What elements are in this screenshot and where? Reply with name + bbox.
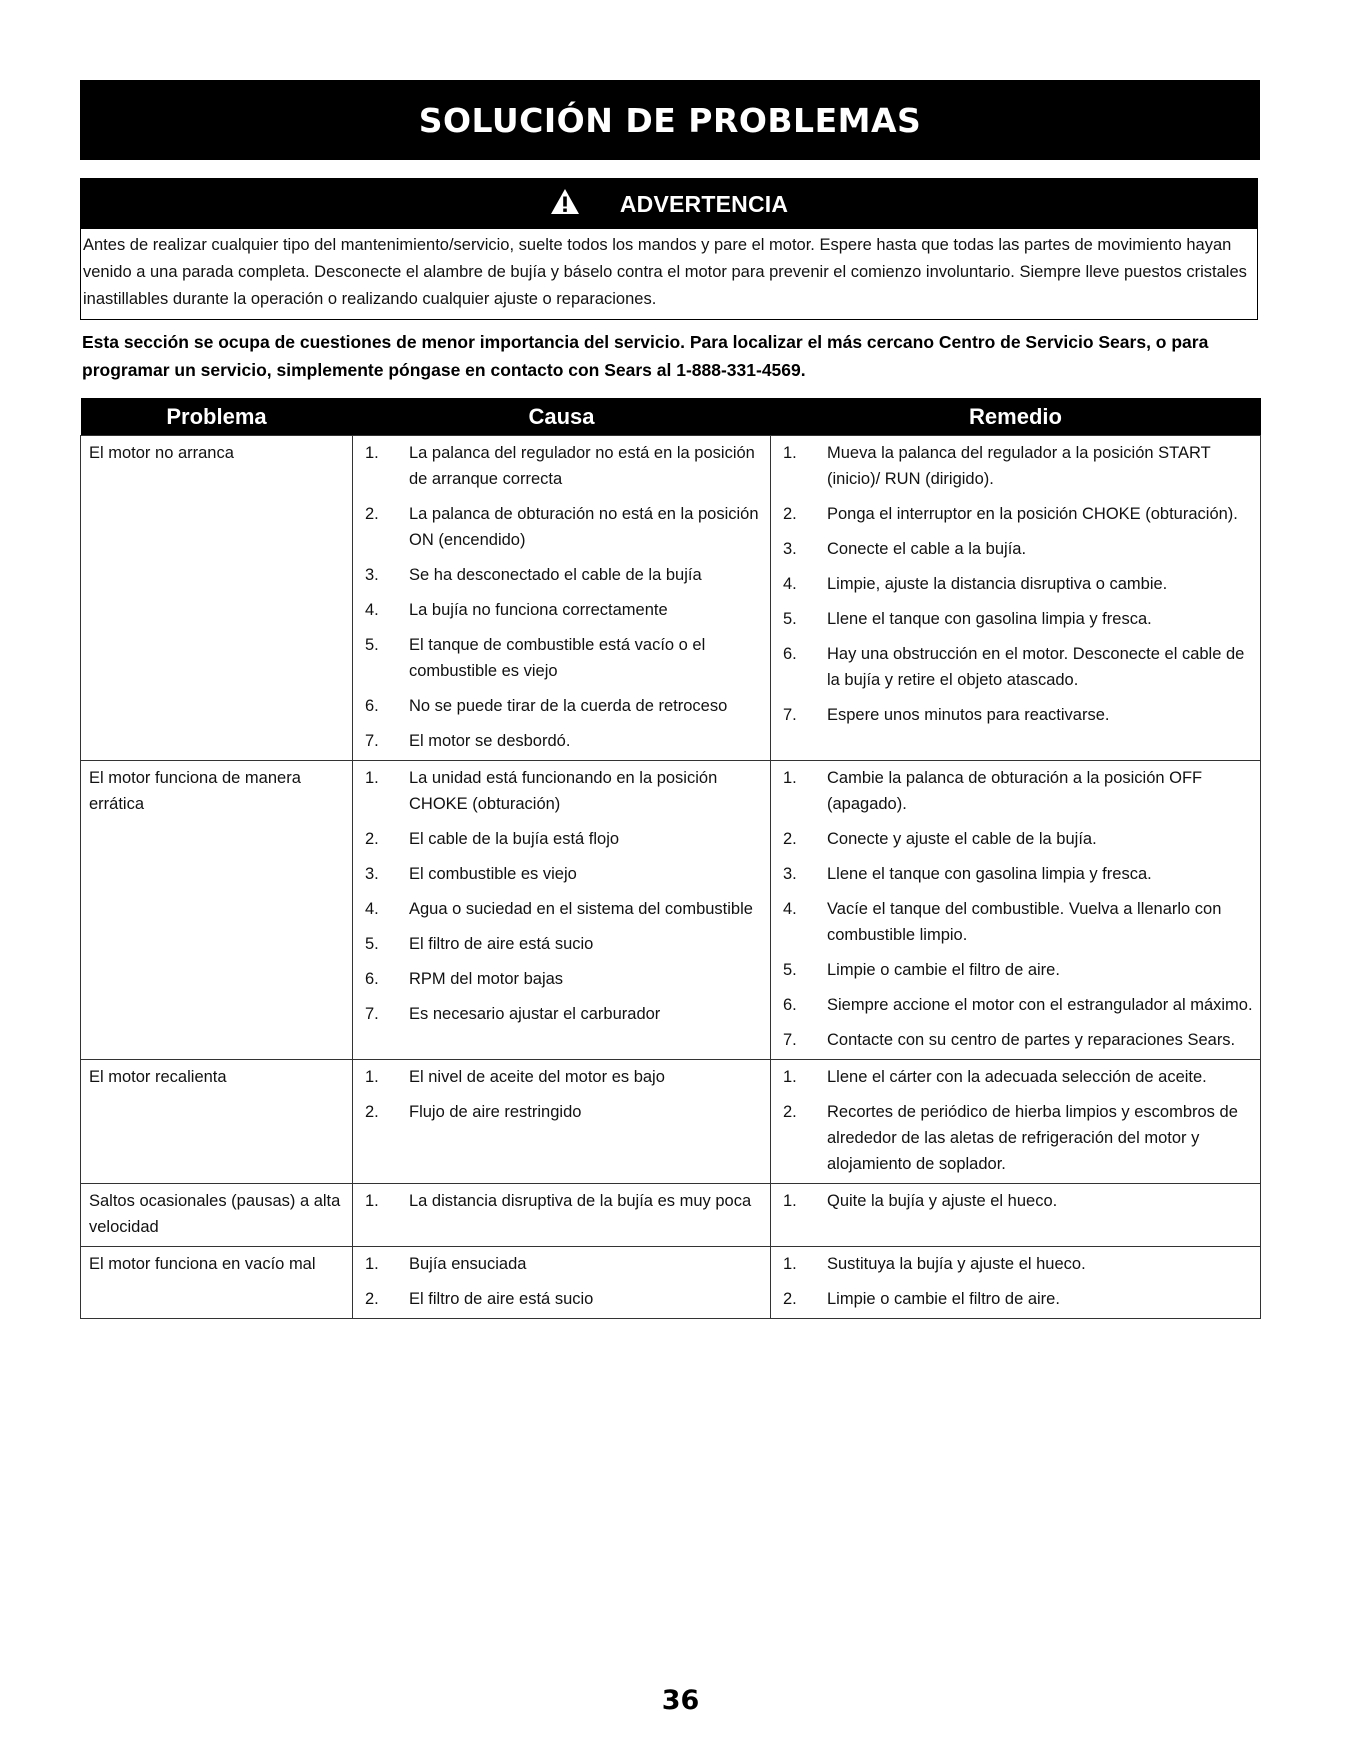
problem-cell: El motor no arranca <box>81 436 353 761</box>
remedy-item <box>779 536 1254 562</box>
cause-item <box>361 501 764 553</box>
cause-text: El filtro de aire está sucio <box>409 935 594 953</box>
problem-cell: El motor recalienta <box>81 1060 353 1184</box>
cause-number: 7. <box>365 732 379 750</box>
remedy-number: 1. <box>783 444 797 462</box>
cause-number: 1. <box>365 1255 379 1273</box>
remedy-number: 6. <box>783 645 797 663</box>
remedy-text: Llene el tanque con gasolina limpia y fresca. <box>827 865 1152 883</box>
warning-icon <box>550 188 580 220</box>
cause-cell <box>353 761 771 1060</box>
cause-cell <box>353 1247 771 1319</box>
remedy-number: 6. <box>783 996 797 1014</box>
remedy-item <box>779 440 1254 492</box>
cause-item <box>361 966 764 992</box>
table-row <box>81 1060 1261 1184</box>
cause-text: La palanca del regulador no está en la posición de arranque correcta <box>409 444 755 488</box>
remedy-cell <box>771 1060 1261 1184</box>
remedy-item <box>779 1286 1254 1312</box>
cause-item <box>361 896 764 922</box>
remedy-text: Contacte con su centro de partes y reparaciones Sears. <box>827 1031 1236 1049</box>
remedy-text: Espere unos minutos para reactivarse. <box>827 706 1110 724</box>
warning-box <box>80 178 1258 320</box>
table-header-row <box>81 398 1261 436</box>
cause-item <box>361 440 764 492</box>
cause-text: Bujía ensuciada <box>409 1255 527 1273</box>
cause-number: 5. <box>365 636 379 654</box>
cause-text: RPM del motor bajas <box>409 970 564 988</box>
cause-number: 2. <box>365 830 379 848</box>
remedy-text: Recortes de periódico de hierba limpios y escombros de alrededor de las aletas de refrigeración del motor y alojamiento de soplador. <box>827 1103 1238 1173</box>
cause-number: 1. <box>365 1068 379 1086</box>
cause-text: Se ha desconectado el cable de la bujía <box>409 566 702 584</box>
remedy-number: 2. <box>783 1290 797 1308</box>
page-title-bar <box>80 80 1260 160</box>
remedy-item <box>779 641 1254 693</box>
warning-label: ADVERTENCIA <box>619 190 789 217</box>
cause-text: El filtro de aire está sucio <box>409 1290 594 1308</box>
remedy-item <box>779 992 1254 1018</box>
remedy-number: 5. <box>783 961 797 979</box>
remedy-item <box>779 606 1254 632</box>
problem-cell: El motor funciona en vacío mal <box>81 1247 353 1319</box>
cause-item <box>361 861 764 887</box>
remedy-number: 1. <box>783 1068 797 1086</box>
cause-cell <box>353 1184 771 1247</box>
remedy-number: 5. <box>783 610 797 628</box>
cause-text: Flujo de aire restringido <box>409 1103 582 1121</box>
cause-number: 4. <box>365 900 379 918</box>
cause-text: No se puede tirar de la cuerda de retroceso <box>409 697 728 715</box>
remedy-number: 2. <box>783 505 797 523</box>
remedy-text: Vacíe el tanque del combustible. Vuelva a llenarlo con combustible limpio. <box>827 900 1222 944</box>
cause-item <box>361 1251 764 1277</box>
cause-item <box>361 1064 764 1090</box>
remedy-item <box>779 861 1254 887</box>
cause-text: El tanque de combustible está vacío o el combustible es viejo <box>409 636 706 680</box>
header-remedy: Remedio <box>771 398 1261 436</box>
cause-item <box>361 632 764 684</box>
cause-number: 2. <box>365 1103 379 1121</box>
remedy-cell <box>771 761 1261 1060</box>
remedy-item <box>779 571 1254 597</box>
remedy-number: 1. <box>783 769 797 787</box>
remedy-item <box>779 1027 1254 1053</box>
remedy-number: 2. <box>783 830 797 848</box>
table-row <box>81 436 1261 761</box>
remedy-item <box>779 501 1254 527</box>
remedy-cell <box>771 436 1261 761</box>
cause-text: La distancia disruptiva de la bujía es muy poca <box>409 1192 752 1210</box>
cause-number: 3. <box>365 566 379 584</box>
remedy-cell <box>771 1247 1261 1319</box>
intro-text: Esta sección se ocupa de cuestiones de menor importancia del servicio. Para localizar el más cercano Centro de Servicio Sears, o para programar un servicio, simplemente póngase en contacto con Sears al 1-888-331-4569. <box>82 332 1209 380</box>
cause-item <box>361 1001 764 1027</box>
remedy-number: 3. <box>783 540 797 558</box>
warning-header <box>81 179 1257 229</box>
cause-number: 6. <box>365 697 379 715</box>
remedy-text: Conecte y ajuste el cable de la bujía. <box>827 830 1097 848</box>
remedy-number: 4. <box>783 575 797 593</box>
cause-number: 7. <box>365 1005 379 1023</box>
remedy-text: Cambie la palanca de obturación a la posición OFF (apagado). <box>827 769 1203 813</box>
remedy-number: 7. <box>783 1031 797 1049</box>
remedy-number: 7. <box>783 706 797 724</box>
remedy-number: 4. <box>783 900 797 918</box>
remedy-text: Ponga el interruptor en la posición CHOKE (obturación). <box>827 505 1238 523</box>
cause-number: 1. <box>365 444 379 462</box>
remedy-item <box>779 957 1254 983</box>
cause-item <box>361 562 764 588</box>
remedy-item <box>779 765 1254 817</box>
troubleshooting-table <box>80 398 1261 1319</box>
remedy-text: Conecte el cable a la bujía. <box>827 540 1027 558</box>
cause-item <box>361 826 764 852</box>
problem-cell: El motor funciona de manera errática <box>81 761 353 1060</box>
cause-item <box>361 693 764 719</box>
cause-text: La bujía no funciona correctamente <box>409 601 668 619</box>
cause-number: 1. <box>365 1192 379 1210</box>
remedy-item <box>779 1188 1254 1214</box>
cause-item <box>361 931 764 957</box>
remedy-item <box>779 702 1254 728</box>
remedy-text: Llene el tanque con gasolina limpia y fresca. <box>827 610 1152 628</box>
table-body <box>81 436 1261 1319</box>
remedy-text: Llene el cárter con la adecuada selección de aceite. <box>827 1068 1207 1086</box>
cause-number: 3. <box>365 865 379 883</box>
remedy-number: 3. <box>783 865 797 883</box>
remedy-text: Mueva la palanca del regulador a la posición START (inicio)/ RUN (dirigido). <box>827 444 1211 488</box>
cause-text: La unidad está funcionando en la posición CHOKE (obturación) <box>409 769 718 813</box>
remedy-number: 1. <box>783 1255 797 1273</box>
header-problem: Problema <box>81 398 353 436</box>
cause-text: Agua o suciedad en el sistema del combustible <box>409 900 753 918</box>
cause-text: Es necesario ajustar el carburador <box>409 1005 661 1023</box>
cause-item <box>361 1188 764 1214</box>
cause-number: 1. <box>365 769 379 787</box>
warning-text: Antes de realizar cualquier tipo del mantenimiento/servicio, suelte todos los mandos y pare el motor. Espere hasta que todas las partes de movimiento hayan venido a una parada completa. Desconecte el alambre de bujía y báselo contra el motor para prevenir el comienzo involuntario. Siempre lleve puestos cristales inastillables durante la operación o realizando cualquier ajuste o reparaciones. <box>83 236 1247 308</box>
remedy-item <box>779 1251 1254 1277</box>
table-row <box>81 1184 1261 1247</box>
header-cause: Causa <box>353 398 771 436</box>
remedy-text: Quite la bujía y ajuste el hueco. <box>827 1192 1058 1210</box>
remedy-item <box>779 1064 1254 1090</box>
cause-text: El cable de la bujía está flojo <box>409 830 620 848</box>
remedy-cell <box>771 1184 1261 1247</box>
remedy-number: 2. <box>783 1103 797 1121</box>
cause-number: 6. <box>365 970 379 988</box>
cause-cell <box>353 436 771 761</box>
remedy-text: Limpie o cambie el filtro de aire. <box>827 1290 1060 1308</box>
remedy-item <box>779 826 1254 852</box>
cause-item <box>361 597 764 623</box>
cause-item <box>361 765 764 817</box>
cause-number: 4. <box>365 601 379 619</box>
cause-number: 2. <box>365 1290 379 1308</box>
page-title: SOLUCIÓN DE PROBLEMAS <box>418 100 922 140</box>
remedy-text: Limpie, ajuste la distancia disruptiva o cambie. <box>827 575 1168 593</box>
cause-text: El motor se desbordó. <box>409 732 571 750</box>
remedy-item <box>779 1099 1254 1177</box>
table-row <box>81 761 1261 1060</box>
cause-item <box>361 728 764 754</box>
remedy-item <box>779 896 1254 948</box>
remedy-text: Limpie o cambie el filtro de aire. <box>827 961 1060 979</box>
cause-item <box>361 1099 764 1125</box>
page-number: 36 <box>661 1685 700 1716</box>
remedy-text: Hay una obstrucción en el motor. Desconecte el cable de la bujía y retire el objeto atascado. <box>827 645 1245 689</box>
table-row <box>81 1247 1261 1319</box>
cause-cell <box>353 1060 771 1184</box>
cause-text: El combustible es viejo <box>409 865 577 883</box>
remedy-number: 1. <box>783 1192 797 1210</box>
cause-number: 5. <box>365 935 379 953</box>
cause-text: La palanca de obturación no está en la posición ON (encendido) <box>409 505 759 549</box>
problem-cell: Saltos ocasionales (pausas) a alta velocidad <box>81 1184 353 1247</box>
cause-text: El nivel de aceite del motor es bajo <box>409 1068 665 1086</box>
remedy-text: Siempre accione el motor con el estrangulador al máximo. <box>827 996 1253 1014</box>
remedy-text: Sustituya la bujía y ajuste el hueco. <box>827 1255 1086 1273</box>
cause-number: 2. <box>365 505 379 523</box>
cause-item <box>361 1286 764 1312</box>
